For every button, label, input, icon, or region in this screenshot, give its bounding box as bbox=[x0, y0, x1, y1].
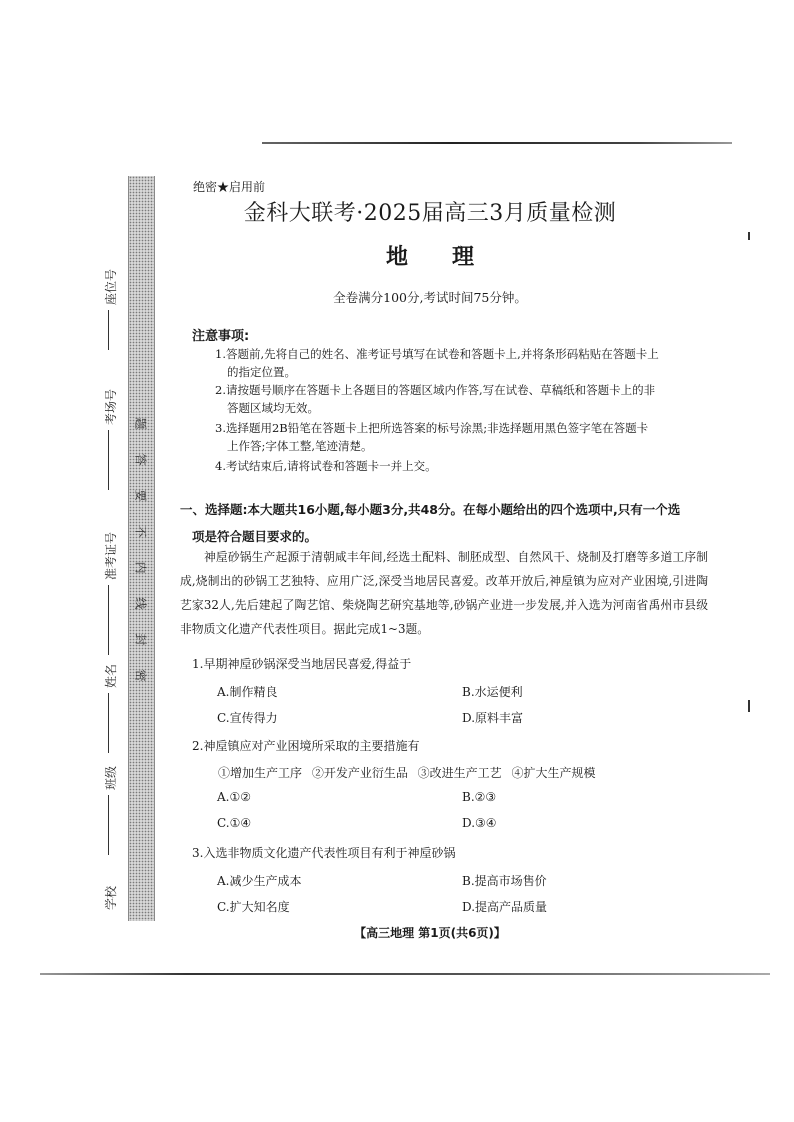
section-line: 项是符合题目要求的。 bbox=[192, 529, 318, 544]
notice-line: 3.选择题用2B铅笔在答题卡上把所选答案的标号涂黑;非选择题用黑色签字笔在答题卡 bbox=[215, 421, 649, 435]
seat-number-line bbox=[108, 310, 109, 350]
exam-title: 金科大联考·2025届高三3月质量检测 bbox=[243, 201, 617, 226]
strip-char: 题 bbox=[133, 417, 148, 430]
confidential-mark: 绝密★启用前 bbox=[193, 180, 266, 194]
notice-line: 2.请按题号顺序在答题卡上各题目的答题区域内作答,写在试卷、草稿纸和答题卡上的非 bbox=[215, 383, 656, 397]
exam-info: 全卷满分100分,考试时间75分钟。 bbox=[333, 290, 527, 305]
exam-room-line bbox=[108, 430, 109, 490]
notice-item bbox=[215, 457, 705, 475]
strip-char: 密 bbox=[133, 669, 148, 682]
subject-char: 理 bbox=[452, 245, 475, 270]
subject-title bbox=[180, 240, 680, 271]
notice-line: 上作答;字体工整,笔迹清楚。 bbox=[227, 439, 373, 453]
question-stem: 2.神垕镇应对产业困境所采取的主要措施有 bbox=[192, 739, 420, 753]
section-header bbox=[180, 496, 710, 550]
page-footer: 【高三地理 第1页(共6页)】 bbox=[354, 926, 506, 940]
option-d: D.提高产品质量 bbox=[462, 900, 548, 914]
notice-item bbox=[215, 345, 705, 381]
notice-item bbox=[215, 419, 705, 455]
strip-char: 封 bbox=[133, 633, 148, 646]
section-line: 一、选择题:本大题共16小题,每小题3分,共48分。在每小题给出的四个选项中,只有一个选 bbox=[180, 502, 681, 517]
notice-title: 注意事项: bbox=[192, 329, 250, 344]
notice-line: 4.考试结束后,请将试卷和答题卡一并上交。 bbox=[215, 459, 437, 473]
seat-number-label: 座位号 bbox=[104, 268, 118, 305]
notice-line: 1.答题前,先将自己的姓名、准考证号填写在试卷和答题卡上,并将条形码粘贴在答题卡上 bbox=[215, 347, 659, 361]
name-line bbox=[108, 693, 109, 753]
binding-strip bbox=[128, 176, 155, 921]
strip-char: 不 bbox=[133, 525, 148, 538]
scan-line-top bbox=[262, 142, 732, 144]
subject-char: 地 bbox=[385, 245, 408, 270]
notice-item bbox=[215, 381, 705, 417]
exam-room-label: 考场号 bbox=[104, 388, 118, 425]
strip-char: 答 bbox=[133, 453, 148, 466]
reading-passage: 神垕砂锅生产起源于清朝咸丰年间,经选土配料、制胚成型、自然风干、烧制及打磨等多道工序制成,烧制出的砂锅工艺独特、应用广泛,深受当地居民喜爱。改革开放后,神垕镇为应对产业困境,引进陶艺家32人,先后建起了陶艺馆、柴烧陶艺研究基地等,砂锅产业进一步发展,并入选为河南省禹州市县级非物质文化遗产代表性项目。据此完成1~3题。 bbox=[180, 550, 708, 636]
scan-line-bottom bbox=[40, 973, 770, 975]
option-c: C.宣传得力 bbox=[217, 711, 278, 725]
admission-number-line bbox=[108, 585, 109, 655]
question-stem: 1.早期神垕砂锅深受当地居民喜爱,得益于 bbox=[192, 657, 412, 671]
strip-char: 要 bbox=[133, 489, 148, 502]
question-stem: 3.入选非物质文化遗产代表性项目有利于神垕砂锅 bbox=[192, 846, 456, 860]
option-c: C.①④ bbox=[217, 816, 252, 830]
option-b: B.水运便利 bbox=[462, 685, 523, 699]
option-a: A.减少生产成本 bbox=[217, 874, 302, 888]
strip-char: 线 bbox=[133, 597, 148, 610]
class-label: 班级 bbox=[104, 765, 118, 790]
option-a: A.①② bbox=[217, 790, 251, 804]
school-label: 学校 bbox=[104, 885, 118, 910]
question-sub-items: ①增加生产工序 ②开发产业衍生品 ③改进生产工艺 ④扩大生产规模 bbox=[218, 766, 596, 780]
edge-mark bbox=[748, 700, 750, 712]
admission-number-label: 准考证号 bbox=[104, 531, 118, 580]
option-d: D.原料丰富 bbox=[462, 711, 524, 725]
option-a: A.制作精良 bbox=[217, 685, 278, 699]
name-label: 姓名 bbox=[104, 663, 118, 688]
notice-line: 答题区域均无效。 bbox=[227, 401, 319, 415]
edge-mark bbox=[748, 232, 750, 240]
option-b: B.②③ bbox=[462, 790, 497, 804]
option-b: B.提高市场售价 bbox=[462, 874, 547, 888]
option-c: C.扩大知名度 bbox=[217, 900, 290, 914]
class-line bbox=[108, 795, 109, 855]
notice-line: 的指定位置。 bbox=[227, 365, 296, 379]
strip-char: 内 bbox=[133, 561, 148, 574]
option-d: D.③④ bbox=[462, 816, 497, 830]
